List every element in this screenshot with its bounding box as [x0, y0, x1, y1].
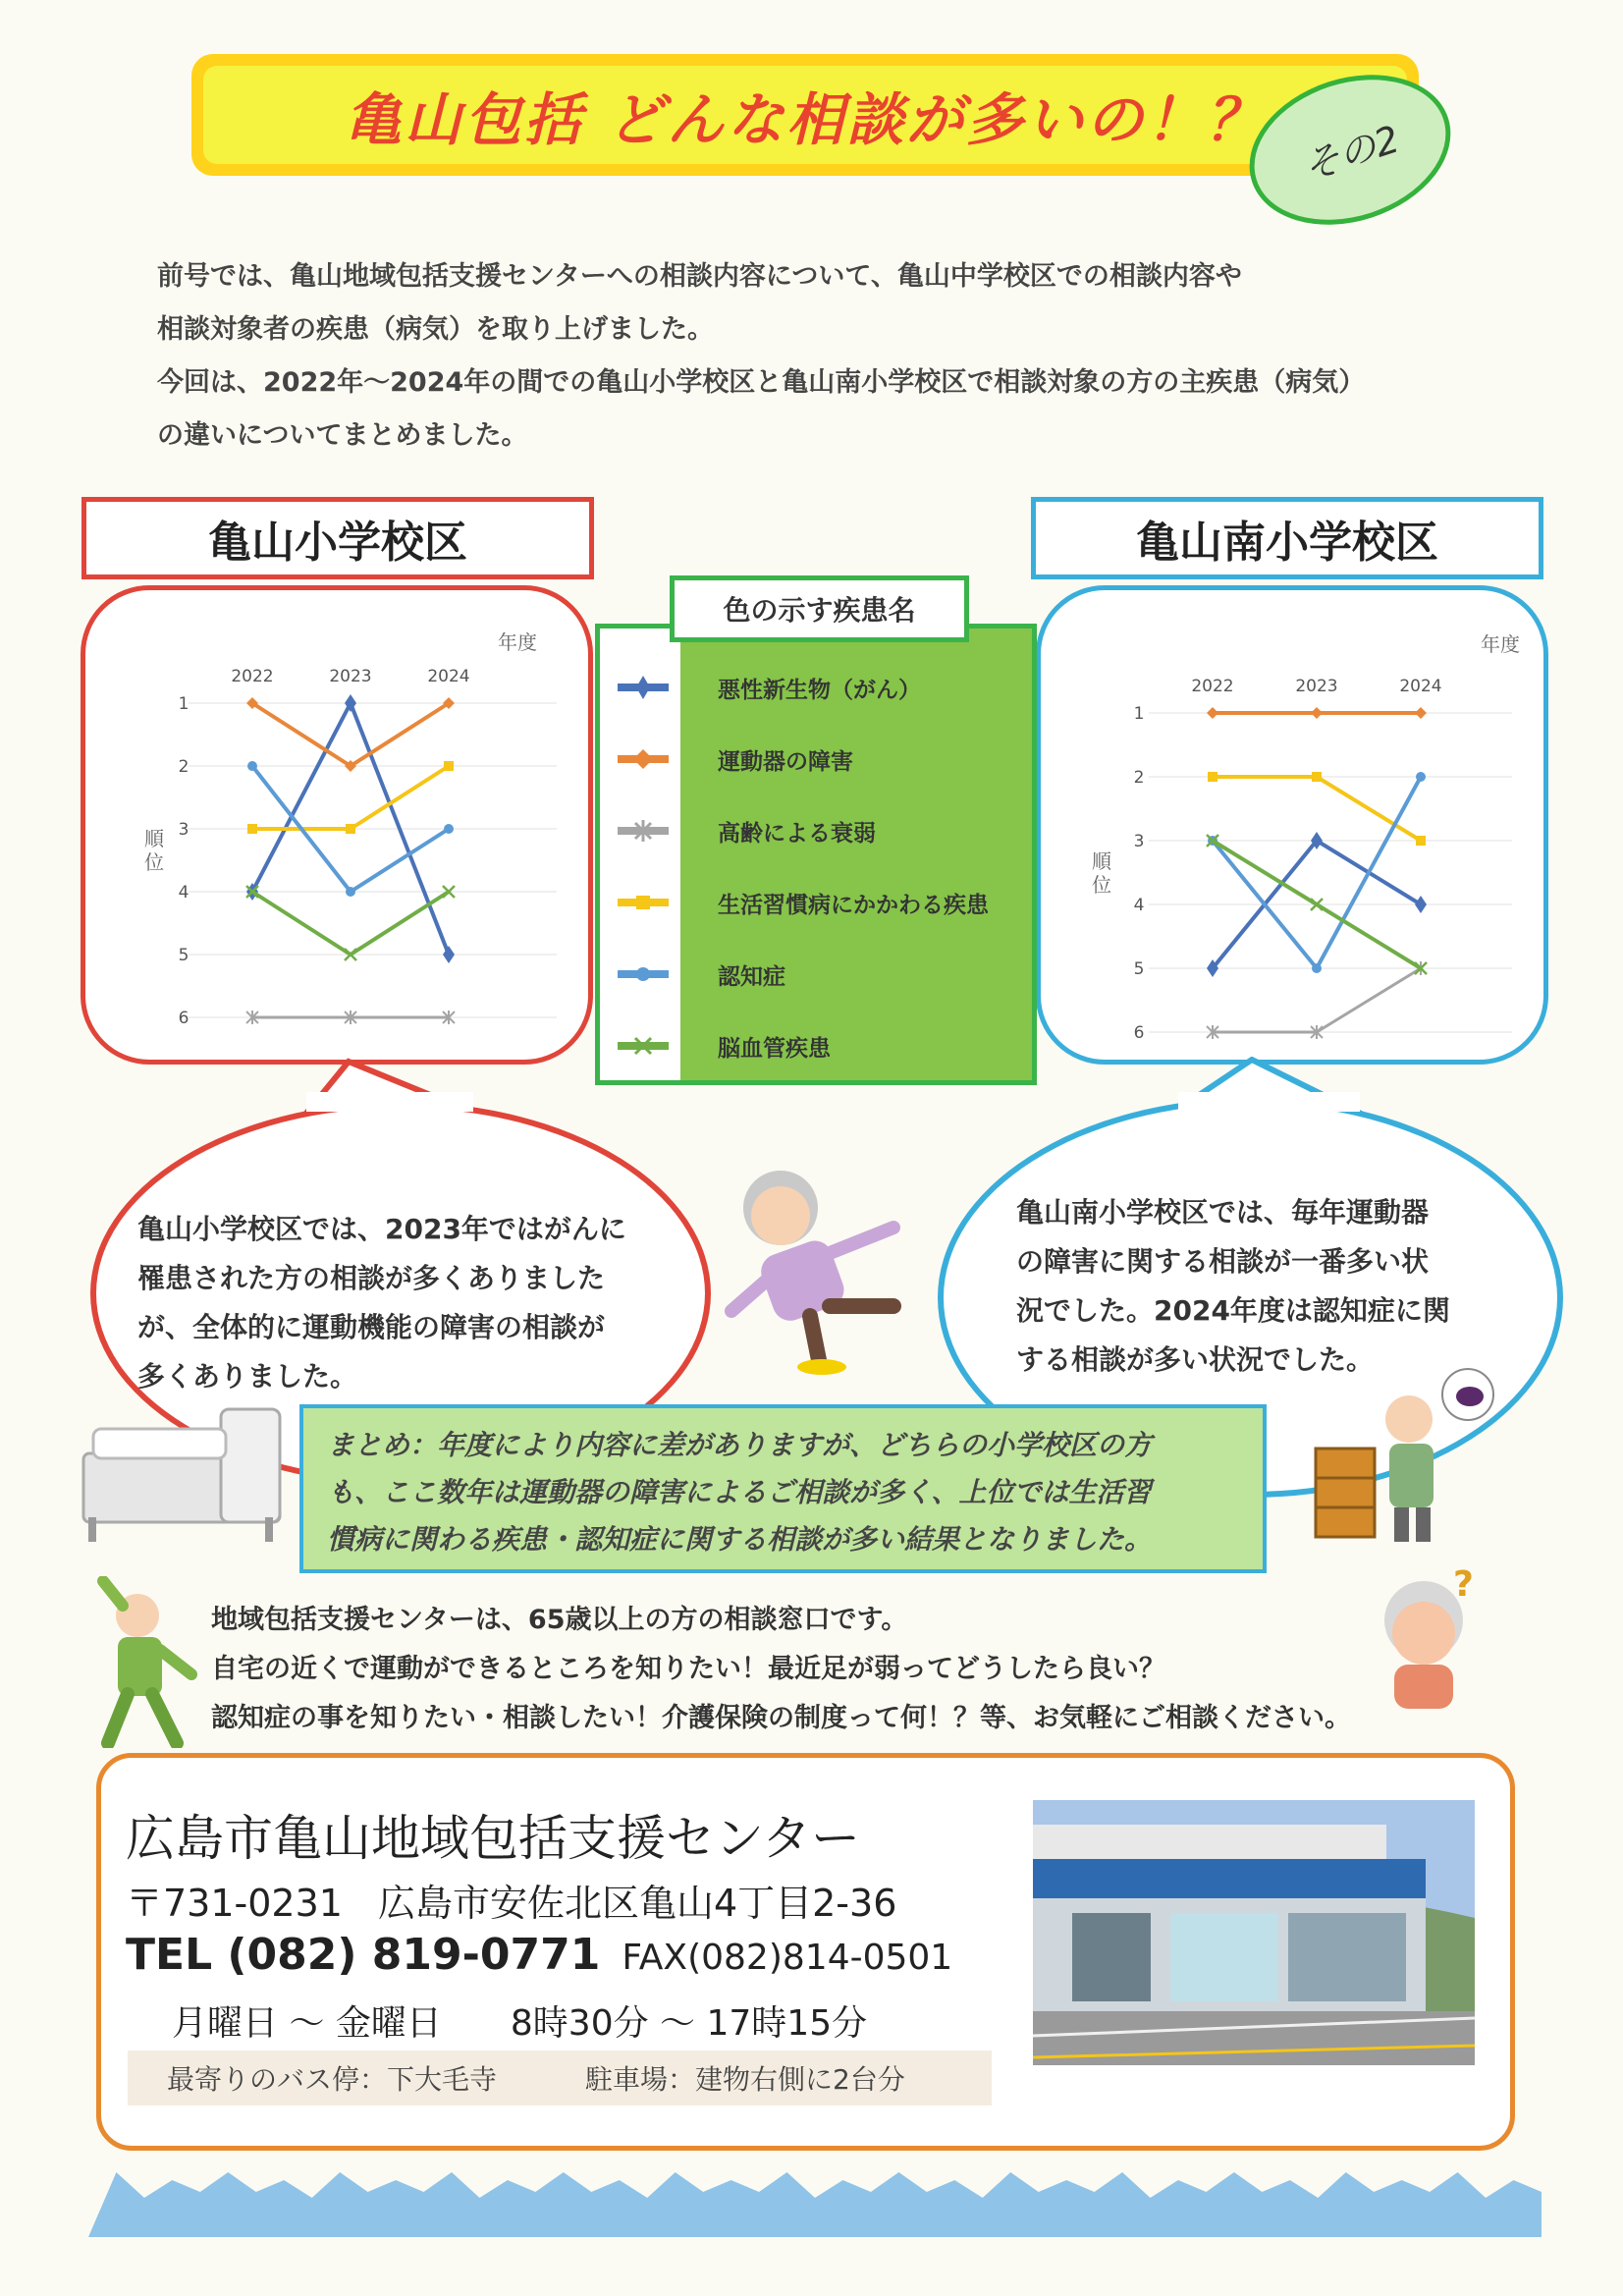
- intro-line: 相談対象者の疾患（病気）を取り上げました。: [157, 314, 714, 345]
- legend-swatch-icon: [614, 889, 673, 916]
- legend-swatch-icon: [614, 674, 673, 701]
- chart-x-tick-label: 2023: [1295, 677, 1338, 696]
- forgetful-man-illustration-icon: [1311, 1365, 1497, 1547]
- left-chart-svg: [85, 590, 588, 1060]
- mountains-decoration: [88, 2168, 1542, 2237]
- intro-text: [157, 250, 1492, 463]
- legend-item: [600, 739, 1032, 779]
- right-chart: [1036, 585, 1548, 1065]
- tel-number: TEL (082) 819-0771: [126, 1930, 601, 1980]
- chart-point: [1311, 707, 1323, 719]
- right-chart-svg: [1041, 590, 1543, 1060]
- legend-label: 高齢による衰弱: [718, 821, 876, 847]
- chart-point: [1208, 772, 1217, 782]
- issue-badge-label: その2: [1297, 117, 1405, 190]
- chart-point: [1415, 707, 1427, 719]
- address: [126, 1873, 896, 1927]
- legend-label: 脳血管疾患: [718, 1036, 831, 1062]
- summary-line: まとめ：年度により内容に差がありますが、どちらの小学校区の方: [327, 1429, 1153, 1461]
- left-school-label: 亀山小学校区: [81, 497, 594, 579]
- legend-item: [600, 883, 1032, 922]
- fax-number: FAX(082)814-0501: [622, 1938, 953, 1978]
- chart-y-tick-label: 3: [178, 820, 189, 840]
- legend-item: [600, 1026, 1032, 1066]
- exercising-man-illustration-icon: [93, 1576, 201, 1748]
- chart-series-line: [252, 766, 449, 829]
- left-bubble-line: が、全体的に運動機能の障害の相談が: [137, 1311, 606, 1343]
- legend-swatch-icon: [614, 745, 673, 773]
- access-info: [128, 2050, 992, 2105]
- chart-y-tick-label: 1: [178, 694, 189, 714]
- chart-y-title: 順: [1092, 849, 1111, 873]
- notice-text: [211, 1596, 1351, 1743]
- chart-y-title: 位: [144, 850, 164, 874]
- chart-y-tick-label: 4: [1133, 896, 1145, 915]
- chart-x-tick-label: 2023: [329, 667, 372, 686]
- left-bubble-line: 罹患された方の相談が多くありました: [137, 1262, 606, 1294]
- falling-woman-illustration-icon: [712, 1149, 918, 1375]
- right-bubble-line: 況でした。2024年度は認知症に関: [1016, 1294, 1450, 1327]
- svg-text:?: ?: [1453, 1566, 1474, 1605]
- bed-illustration-icon: [74, 1399, 290, 1547]
- notice-line: 認知症の事を知りたい・相談したい！介護保険の制度って何！？等、お気軽にご相談ください。: [211, 1703, 1351, 1733]
- chart-point: [1416, 836, 1426, 846]
- legend-label: 認知症: [718, 964, 785, 990]
- summary-line: 慣病に関わる疾患・認知症に関する相談が多い結果となりました。: [327, 1523, 1153, 1556]
- chart-point: [444, 824, 454, 834]
- business-hours: [172, 1995, 867, 2046]
- chart-x-tick-label: 2022: [1191, 677, 1234, 696]
- parking: 駐車場：建物右側に2台分: [585, 2063, 905, 2096]
- chart-x-title: 年度: [498, 630, 537, 654]
- intro-line: 前号では、亀山地域包括支援センターへの相談内容について、亀山中学校区での相談内容や: [157, 261, 1242, 292]
- chart-y-tick-label: 4: [178, 883, 189, 902]
- chart-y-tick-label: 3: [1133, 832, 1145, 851]
- chart-series-line: [252, 892, 449, 955]
- intro-line: の違いについてまとめました。: [157, 420, 528, 451]
- summary-line: も、ここ数年は運動器の障害によるご相談が多く、上位では生活習: [327, 1476, 1152, 1508]
- left-bubble-line: 多くありました。: [137, 1360, 358, 1393]
- bus-stop: 最寄りのバス停：下大毛寺: [167, 2063, 498, 2096]
- left-bubble-line: 亀山小学校区では、2023年ではがんに: [137, 1213, 626, 1245]
- chart-point: [346, 887, 355, 897]
- chart-series-line: [252, 703, 449, 766]
- legend-swatch-icon: [614, 1032, 673, 1060]
- legend-item: [600, 955, 1032, 994]
- intro-line: 今回は、2022年～2024年の間での亀山小学校区と亀山南小学校区で相談対象の方の主疾患（病気）: [157, 367, 1366, 398]
- right-bubble-line: の障害に関する相談が一番多い状: [1016, 1245, 1430, 1278]
- left-bubble-text: [137, 1205, 626, 1401]
- chart-point: [1416, 772, 1426, 782]
- confused-woman-illustration-icon: [1370, 1566, 1488, 1714]
- chart-x-tick-label: 2024: [427, 667, 470, 686]
- chart-point: [444, 761, 454, 771]
- chart-y-title: 位: [1092, 873, 1111, 897]
- center-name: 広島市亀山地域包括支援センター: [126, 1810, 860, 1867]
- right-school-label: 亀山南小学校区: [1031, 497, 1543, 579]
- chart-point: [1312, 772, 1322, 782]
- legend-swatch-icon: [614, 817, 673, 845]
- phone-line: [126, 1930, 952, 1980]
- chart-series-line: [1213, 777, 1421, 968]
- chart-point: [1415, 896, 1427, 913]
- legend-label: 生活習慣病にかかわる疾患: [718, 893, 989, 918]
- page-title: 亀山包括 どんな相談が多いの！？: [344, 86, 1267, 153]
- right-bubble-text: [1016, 1188, 1450, 1385]
- legend-swatch-icon: [614, 960, 673, 988]
- business-time: 8時30分 ～ 17時15分: [510, 2003, 868, 2044]
- legend-item: [600, 668, 1032, 707]
- title-banner: [191, 54, 1419, 176]
- chart-y-tick-label: 6: [1133, 1023, 1145, 1043]
- chart-point: [346, 824, 355, 834]
- chart-y-title: 順: [144, 827, 164, 850]
- chart-y-tick-label: 1: [1133, 704, 1145, 724]
- chart-series-line: [1213, 968, 1421, 1032]
- legend-title: 色の示す疾患名: [670, 575, 969, 642]
- legend: [595, 624, 1037, 1085]
- chart-y-tick-label: 5: [1133, 959, 1145, 979]
- chart-y-tick-label: 2: [178, 757, 189, 777]
- chart-y-tick-label: 6: [178, 1009, 189, 1028]
- chart-x-title: 年度: [1481, 632, 1520, 656]
- right-bubble-line: 亀山南小学校区では、毎年運動器: [1016, 1196, 1430, 1229]
- legend-item: [600, 811, 1032, 850]
- notice-line: 地域包括支援センターは、65歳以上の方の相談窓口です。: [211, 1605, 908, 1635]
- notice-line: 自宅の近くで運動ができるところを知りたい！最近足が弱ってどうしたら良い？: [211, 1654, 1165, 1684]
- summary-box: [299, 1404, 1267, 1573]
- chart-point: [1207, 707, 1218, 719]
- chart-x-tick-label: 2022: [231, 667, 274, 686]
- legend-label: 悪性新生物（がん）: [718, 678, 921, 703]
- legend-label: 運動器の障害: [718, 749, 853, 775]
- street-address: 広島市安佐北区亀山4丁目2-36: [377, 1882, 897, 1925]
- postal-code: 〒731-0231: [126, 1882, 343, 1925]
- building-photo: [1033, 1800, 1475, 2065]
- chart-y-tick-label: 5: [178, 946, 189, 965]
- chart-point: [1312, 963, 1322, 973]
- chart-y-tick-label: 2: [1133, 768, 1145, 788]
- chart-point: [247, 824, 257, 834]
- right-bubble-line: する相談が多い状況でした。: [1016, 1343, 1375, 1376]
- left-chart: [81, 585, 593, 1065]
- chart-point: [247, 761, 257, 771]
- chart-x-tick-label: 2024: [1399, 677, 1442, 696]
- business-days: 月曜日 ～ 金曜日: [172, 2003, 442, 2044]
